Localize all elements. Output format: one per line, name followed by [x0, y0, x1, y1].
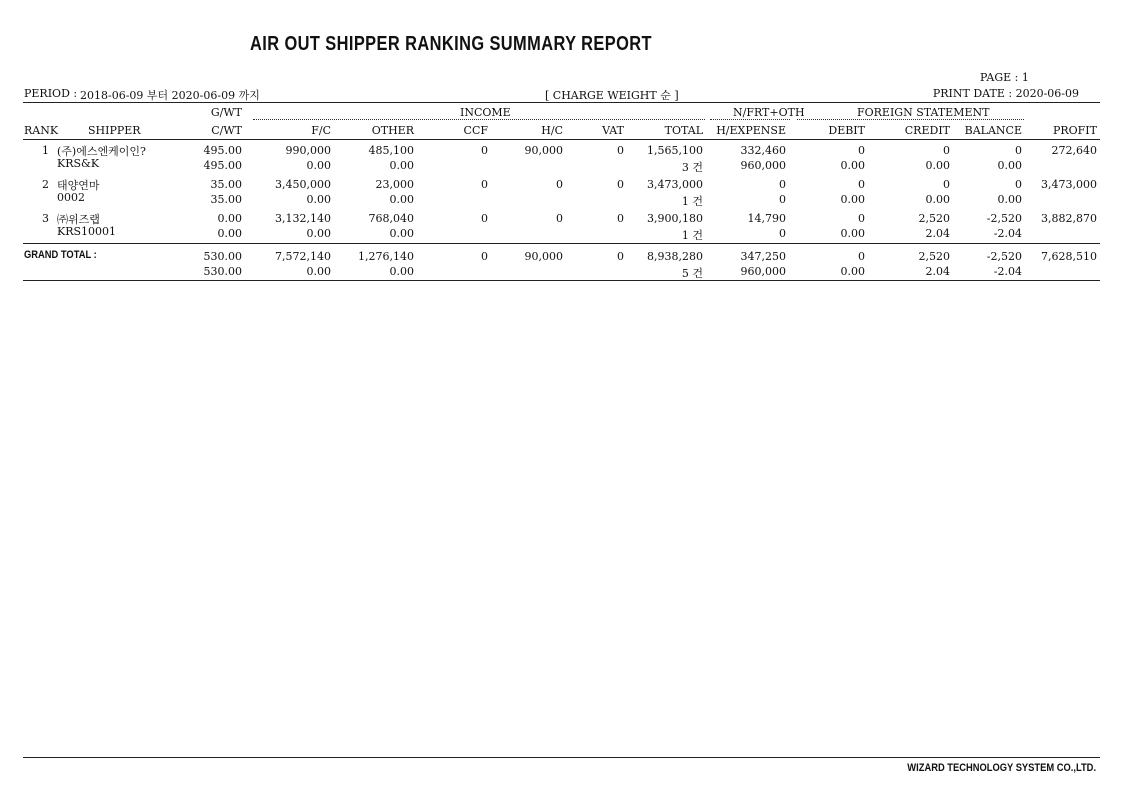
row-other-foreign: 0.00 [389, 159, 414, 172]
row-credit-foreign: 2.04 [925, 227, 950, 240]
header-foreign-statement: FOREIGN STATEMENT [857, 106, 990, 119]
row-total: 3,900,180 [647, 212, 703, 225]
row-other-foreign: 0.00 [389, 193, 414, 206]
gt-hexpense: 960,000 [740, 265, 786, 278]
row-hc: 0 [556, 178, 563, 191]
row-other: 23,000 [375, 178, 414, 191]
row-debit: 0 [858, 178, 865, 191]
row-other: 485,100 [368, 144, 414, 157]
header-fc: F/C [311, 124, 331, 137]
row-nfrt: 14,790 [747, 212, 786, 225]
row-credit: 0 [943, 178, 950, 191]
row-hexpense: 960,000 [740, 159, 786, 172]
header-bottom-rule [23, 139, 1100, 140]
row-nfrt: 332,460 [740, 144, 786, 157]
gt-ccf: 0 [481, 250, 488, 263]
row-cwt: 495.00 [203, 159, 242, 172]
grand-total-label: GRAND TOTAL : [24, 249, 97, 261]
gt-other-foreign: 0.00 [389, 265, 414, 278]
header-cwt: C/WT [211, 124, 242, 137]
gt-gwt: 530.00 [203, 250, 242, 263]
row-balance-foreign: 0.00 [997, 159, 1022, 172]
sort-label: [ CHARGE WEIGHT 순 ] [545, 89, 679, 102]
gt-count: 5 건 [681, 267, 703, 280]
row-ccf: 0 [481, 178, 488, 191]
header-shipper: SHIPPER [88, 124, 141, 137]
row-vat: 0 [617, 212, 624, 225]
row-shipper-name: ㈜위즈랩 [57, 213, 100, 226]
row-fc-foreign: 0.00 [306, 227, 331, 240]
row-shipper-code: KRS&K [57, 157, 100, 170]
gt-fc-foreign: 0.00 [306, 265, 331, 278]
gt-total: 8,938,280 [647, 250, 703, 263]
page-number: PAGE : 1 [980, 71, 1029, 84]
row-hexpense: 0 [779, 193, 786, 206]
gt-credit-foreign: 2.04 [925, 265, 950, 278]
row-fc: 990,000 [285, 144, 331, 157]
row-debit: 0 [858, 212, 865, 225]
row-fc: 3,132,140 [275, 212, 331, 225]
header-hc: H/C [541, 124, 563, 137]
row-vat: 0 [617, 178, 624, 191]
row-rank: 1 [42, 144, 49, 157]
row-count: 3 건 [681, 161, 703, 174]
grand-total-bottom-rule [23, 280, 1100, 281]
row-total: 1,565,100 [647, 144, 703, 157]
row-credit-foreign: 0.00 [925, 159, 950, 172]
row-debit-foreign: 0.00 [840, 227, 865, 240]
gt-debit-foreign: 0.00 [840, 265, 865, 278]
row-hexpense: 0 [779, 227, 786, 240]
row-gwt: 35.00 [210, 178, 242, 191]
gt-fc: 7,572,140 [275, 250, 331, 263]
header-top-rule [23, 102, 1100, 103]
header-ccf: CCF [463, 124, 488, 137]
period-label: PERIOD : [24, 87, 78, 100]
row-balance-foreign: 0.00 [997, 193, 1022, 206]
row-profit: 3,473,000 [1041, 178, 1097, 191]
row-balance: 0 [1015, 178, 1022, 191]
row-hc: 90,000 [524, 144, 563, 157]
row-hc: 0 [556, 212, 563, 225]
row-gwt: 495.00 [203, 144, 242, 157]
nfrt-group-rule [710, 119, 790, 120]
row-count: 1 건 [681, 195, 703, 208]
row-fc-foreign: 0.00 [306, 159, 331, 172]
gt-balance: -2,520 [986, 250, 1022, 263]
header-credit: CREDIT [904, 124, 950, 137]
row-profit: 3,882,870 [1041, 212, 1097, 225]
gt-nfrt: 347,250 [740, 250, 786, 263]
gt-cwt: 530.00 [203, 265, 242, 278]
row-gwt: 0.00 [217, 212, 242, 225]
period-value: 2018-06-09 부터 2020-06-09 까지 [80, 89, 260, 102]
header-nfrt: N/FRT+OTH [733, 106, 805, 119]
row-shipper-name: 태양연마 [57, 179, 100, 192]
row-nfrt: 0 [779, 178, 786, 191]
header-hexpense: H/EXPENSE [716, 124, 786, 137]
header-profit: PROFIT [1052, 124, 1097, 137]
row-vat: 0 [617, 144, 624, 157]
foreign-group-rule [797, 119, 1024, 120]
row-credit: 0 [943, 144, 950, 157]
row-count: 1 건 [681, 229, 703, 242]
row-other: 768,040 [368, 212, 414, 225]
gt-vat: 0 [617, 250, 624, 263]
row-total: 3,473,000 [647, 178, 703, 191]
grand-total-top-rule [23, 243, 1100, 244]
row-ccf: 0 [481, 144, 488, 157]
row-cwt: 35.00 [210, 193, 242, 206]
row-debit-foreign: 0.00 [840, 193, 865, 206]
row-shipper-code: 0002 [57, 191, 85, 204]
row-shipper-code: KRS10001 [57, 225, 117, 238]
gt-hc: 90,000 [524, 250, 563, 263]
header-vat: VAT [602, 124, 624, 137]
row-debit: 0 [858, 144, 865, 157]
gt-balance-foreign: -2.04 [993, 265, 1022, 278]
row-rank: 3 [42, 212, 49, 225]
company-name: WIZARD TECHNOLOGY SYSTEM CO.,LTD. [907, 762, 1096, 774]
row-debit-foreign: 0.00 [840, 159, 865, 172]
row-credit-foreign: 0.00 [925, 193, 950, 206]
row-fc-foreign: 0.00 [306, 193, 331, 206]
row-balance: 0 [1015, 144, 1022, 157]
print-date: PRINT DATE : 2020-06-09 [932, 87, 1079, 100]
footer-rule [23, 757, 1100, 758]
row-fc: 3,450,000 [275, 178, 331, 191]
header-rank: RANK [24, 124, 59, 137]
income-group-rule [253, 119, 705, 120]
header-other: OTHER [371, 124, 414, 137]
row-other-foreign: 0.00 [389, 227, 414, 240]
row-profit: 272,640 [1051, 144, 1097, 157]
header-total: TOTAL [664, 124, 703, 137]
row-balance-foreign: -2.04 [993, 227, 1022, 240]
header-gwt: G/WT [210, 106, 242, 119]
row-credit: 2,520 [918, 212, 950, 225]
gt-credit: 2,520 [918, 250, 950, 263]
header-debit: DEBIT [828, 124, 865, 137]
row-balance: -2,520 [986, 212, 1022, 225]
row-ccf: 0 [481, 212, 488, 225]
row-shipper-name: (주)에스엔케이인? [57, 145, 146, 158]
gt-profit: 7,628,510 [1041, 250, 1097, 263]
row-rank: 2 [42, 178, 49, 191]
report-title: AIR OUT SHIPPER RANKING SUMMARY REPORT [250, 33, 652, 55]
header-income: INCOME [460, 106, 511, 119]
gt-other: 1,276,140 [358, 250, 414, 263]
header-balance: BALANCE [964, 124, 1022, 137]
row-cwt: 0.00 [217, 227, 242, 240]
gt-debit: 0 [858, 250, 865, 263]
